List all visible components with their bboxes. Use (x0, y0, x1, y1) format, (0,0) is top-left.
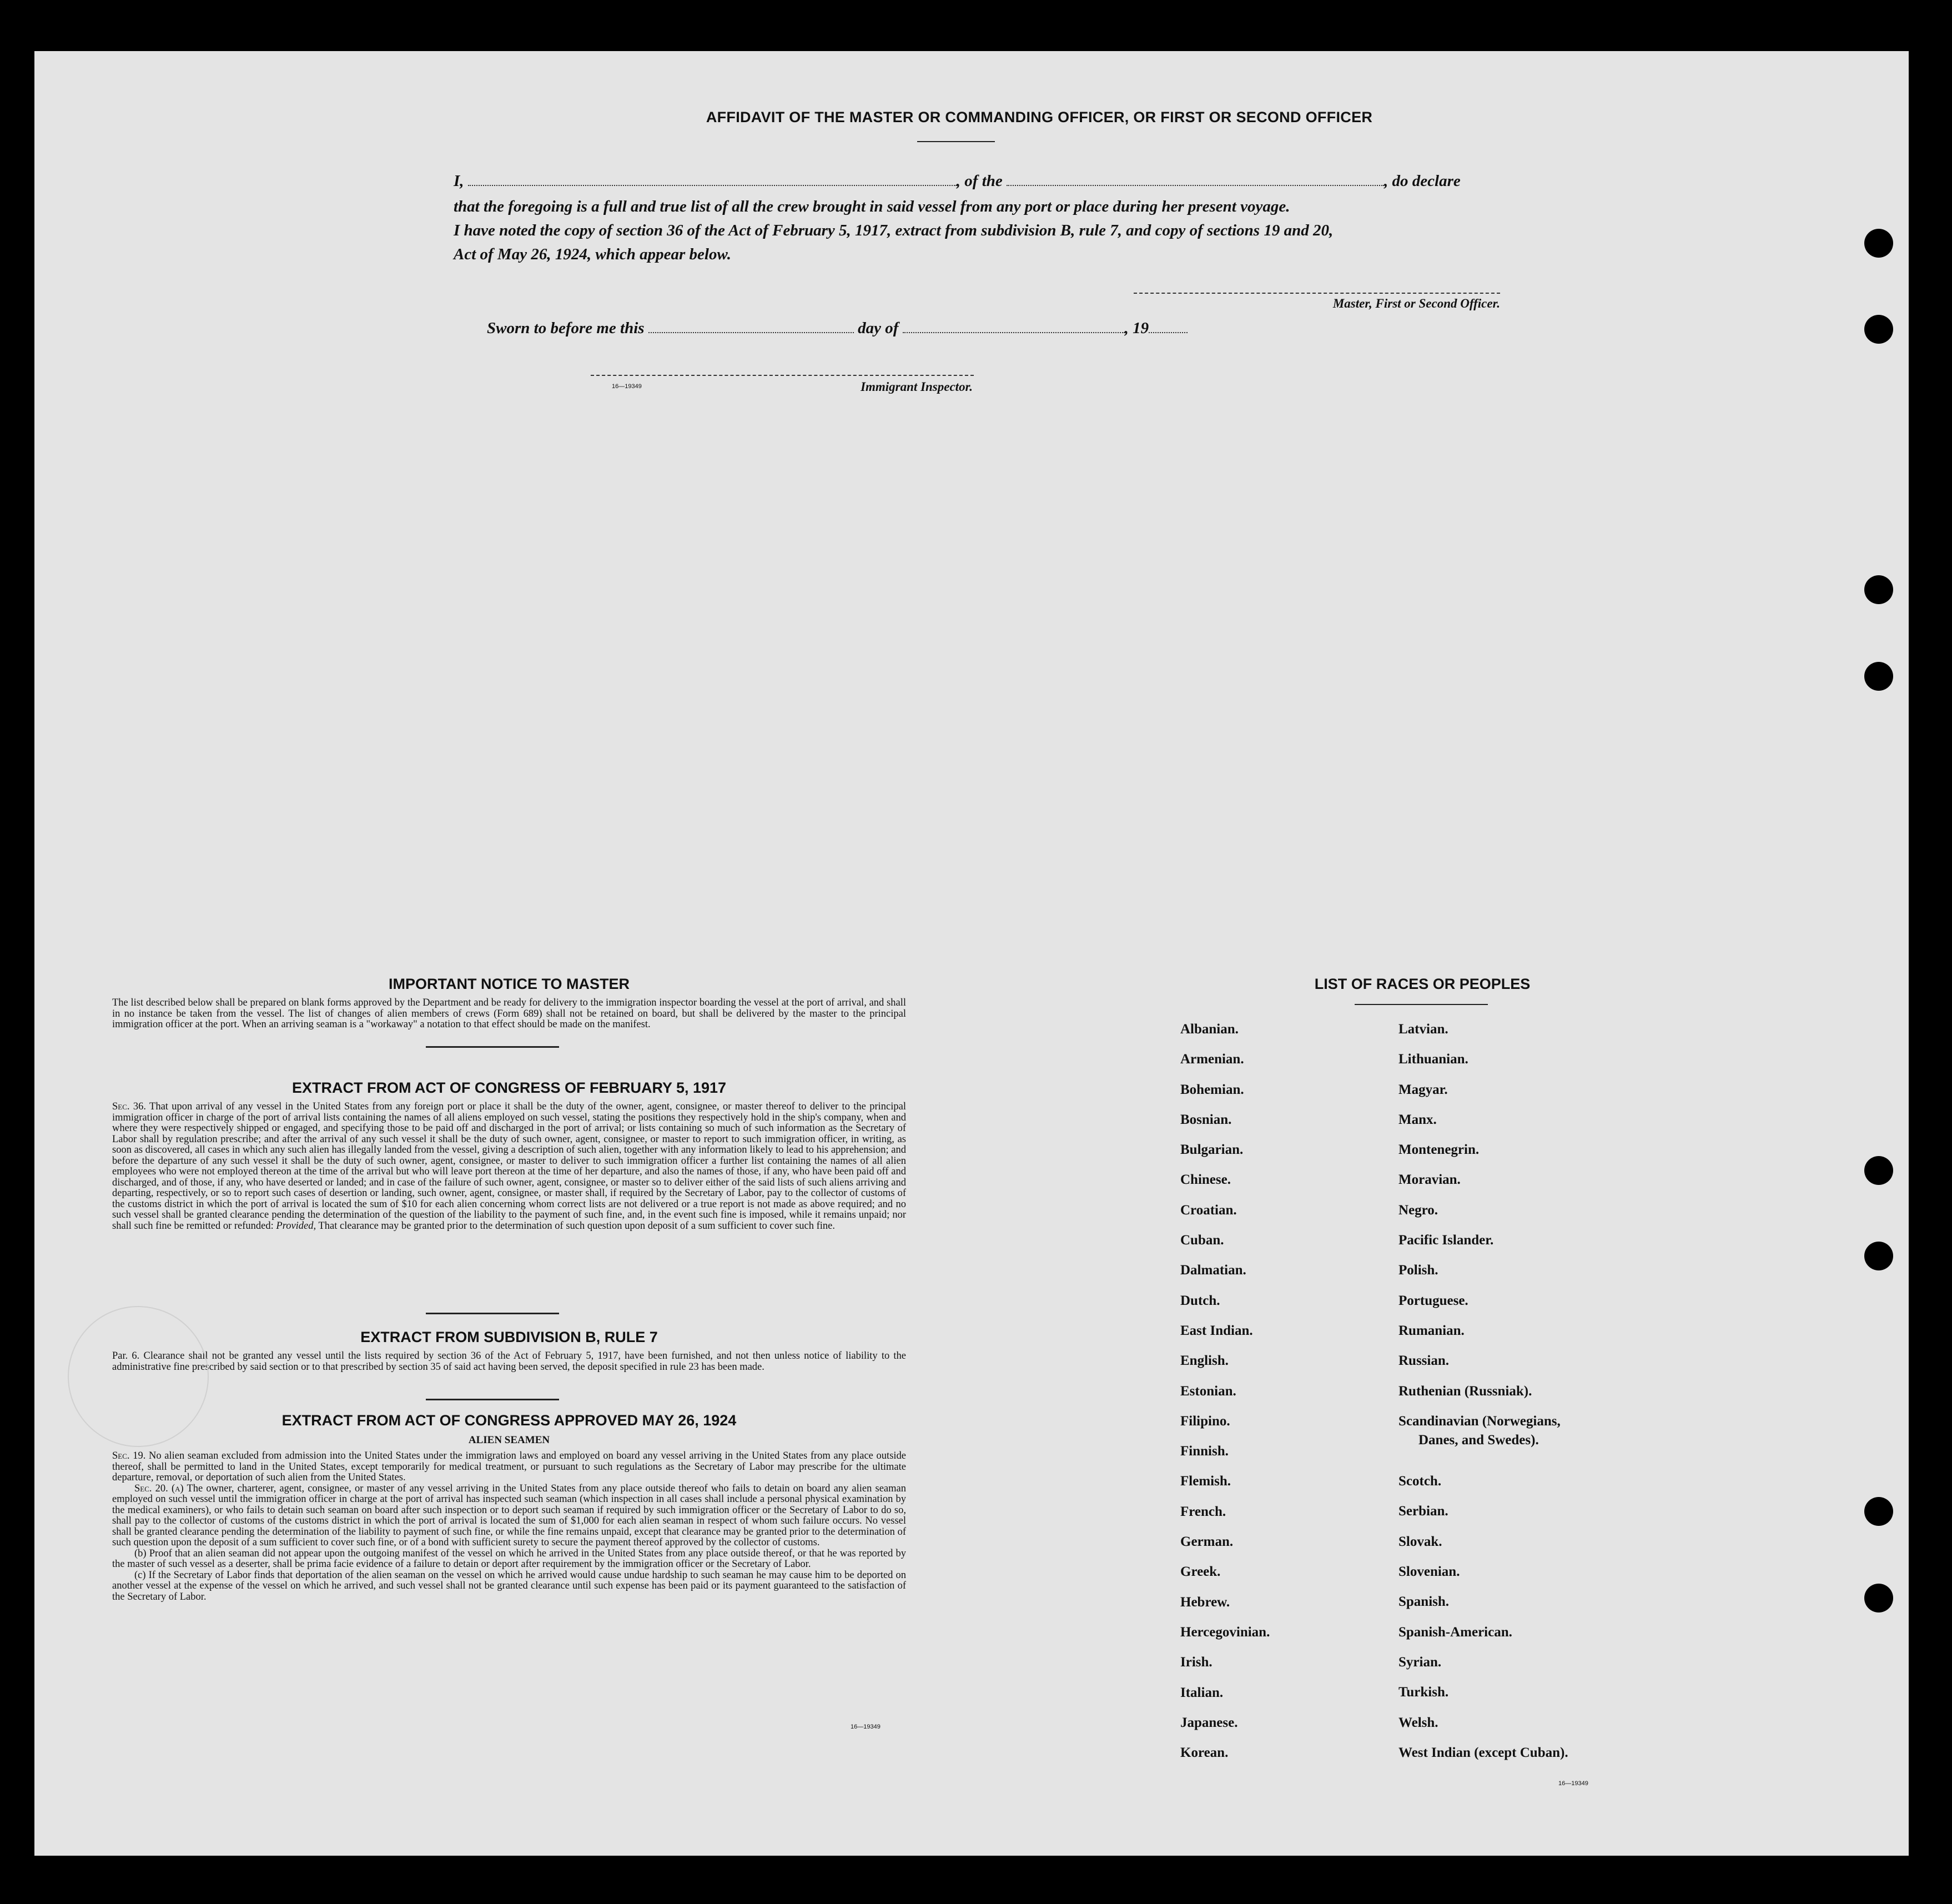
binder-hole (1864, 315, 1893, 344)
year-label: , 19 (1124, 319, 1149, 337)
race-item: Korean. (1180, 1745, 1229, 1761)
master-signature-line[interactable] (1134, 293, 1500, 294)
of-the-label: , of the (956, 172, 1003, 190)
race-item: East Indian. (1180, 1323, 1253, 1338)
notice-divider (426, 1046, 559, 1048)
inspector-signature-line[interactable] (591, 375, 974, 376)
race-item: French. (1180, 1504, 1226, 1519)
races-column-1 (1180, 1022, 1380, 1775)
extract-1917-body (112, 1102, 906, 1232)
sec-20-label: Sec. 20. (a) (134, 1483, 184, 1494)
race-item: Flemish. (1180, 1474, 1231, 1489)
alien-seamen-subtitle: ALIEN SEAMEN (468, 1434, 550, 1446)
sec-36-text-end: That clearance may be granted prior to the determination of such question upon deposit of a sum sufficient to cover such fine. (318, 1220, 835, 1232)
race-item: Negro. (1398, 1202, 1438, 1218)
sworn-day-field[interactable] (648, 332, 854, 333)
race-item: Portuguese. (1398, 1293, 1468, 1308)
subdivision-b-body: Par. 6. Clearance shall not be granted any vessel until the lists required by section 36 of the Act of February 5, 1917, have been furnished, and not then unless notice of liability to the administrative fine prescribed by said section or to that prescribed by section 35 of said act having been served, the deposit specified in rule 23 has been made. (112, 1350, 906, 1373)
provided-word: Provided, (276, 1220, 316, 1232)
race-item: Slovak. (1398, 1534, 1442, 1549)
binder-hole (1864, 575, 1893, 604)
race-item: Lithuanian. (1398, 1052, 1468, 1067)
race-item: English. (1180, 1353, 1229, 1369)
affidavit-line-3: I have noted the copy of section 36 of the Act of February 5, 1917, extract from subdivision B, rule 7, and copy of sections 19 and 20, (454, 222, 1334, 239)
sec-36-text: That upon arrival of any vessel in the United States from any foreign port or place it shall be the duty of the owner, agent, consignee, or master thereof to deliver to the principal immigration officer in charge of the port of arrival lists containing the names of all aliens employed on such vessel, stating the positions they respectively hold in the ship's company, when and where they were respectively shipped or engaged, and specifying those to be paid off and discharged in the port of arrival; or lists containing so much of such information as the Secretary of Labor shall by regulation prescribe; and after the arrival of any such vessel it shall be the duty of such owner, agent, consignee, or master to report to such immigration officer, in writing, as soon as discovered, all cases in which any such alien has illegally landed from the vessel, giving a description of such alien, together with any information likely to lead to his apprehension; and before the departure of any such vessel it shall be the duty of such owner, agent, consignee, or master to deliver to such immigration officer a further list containing the names of all alien employees who were not employed thereon at the time of the arrival but who will leave port thereon at the time of her departure, and also the names of those, if any, who have been paid off and discharged, and of those, if any, who have deserted or landed; and in case of the failure of such owner, agent, consignee, or master so to deliver either of the said lists of such aliens arriving and departing, respectively, or so to report such cases of desertion or landing, such owner, agent, consignee, or master shall, if required by the Secretary of Labor, pay to the collector of customs of the customs district in which the port of arrival is located the sum of $10 for each alien concerning whom correct lists are not delivered or a true report is not made as above required; and no such vessel shall be granted clearance pending the determination of the question of the liability to the payment of such fine, and, in the event such fine is imposed, while it remains unpaid; nor shall such fine be remitted or refunded: (112, 1101, 906, 1232)
affidavit-title: AFFIDAVIT OF THE MASTER OR COMMANDING OFFICER, OR FIRST OR SECOND OFFICER (706, 109, 1373, 125)
race-item: Polish. (1398, 1263, 1438, 1278)
race-item: Russian. (1398, 1353, 1450, 1369)
sec-19-label: Sec. 19. (112, 1450, 146, 1461)
race-item: Dutch. (1180, 1293, 1220, 1308)
race-item: Estonian. (1180, 1383, 1236, 1399)
declarant-prefix: I, (454, 172, 464, 190)
sec-19-paragraph (112, 1451, 906, 1484)
binder-hole (1864, 1242, 1893, 1270)
sec-36-label: Sec. 36. (112, 1101, 146, 1112)
sec-20c-paragraph: (c) If the Secretary of Labor finds that deportation of the alien seaman on the vessel on which he arrived would cause undue hardship to such seaman he may cause him to be deported on another vessel at the expense of the vessel on which he arrived, and such vessel shall not be granted clearance until such expense has been paid or its payment guaranteed to the satisfaction of the Secretary of Labor. (112, 1569, 906, 1602)
do-declare-label: , do declare (1384, 172, 1461, 190)
binder-hole (1864, 229, 1893, 258)
race-item: Japanese. (1180, 1715, 1238, 1730)
extract-1924-title: EXTRACT FROM ACT OF CONGRESS APPROVED MAY 26, 1924 (281, 1412, 737, 1429)
race-item: Danes, and Swedes). (1418, 1433, 1539, 1448)
races-title-rule (1355, 1004, 1488, 1005)
race-item: Serbian. (1398, 1504, 1448, 1519)
race-item: Scotch. (1398, 1474, 1442, 1489)
sworn-label: Sworn to before me this (487, 319, 645, 337)
extract-form-number: 16—19349 (851, 1724, 881, 1730)
affidavit-title-rule (917, 141, 995, 142)
race-item: Montenegrin. (1398, 1142, 1480, 1158)
race-item: Hebrew. (1180, 1594, 1230, 1610)
embossed-seal (68, 1306, 209, 1447)
notice-title: IMPORTANT NOTICE TO MASTER (389, 976, 630, 992)
race-item: Ruthenian (Russniak). (1398, 1383, 1532, 1399)
day-of-label: day of (858, 319, 899, 337)
master-signature-label: Master, First or Second Officer. (1332, 297, 1500, 310)
race-item: Manx. (1398, 1112, 1437, 1127)
race-item: Turkish. (1398, 1685, 1449, 1700)
races-form-number: 16—19349 (1558, 1780, 1588, 1787)
race-item: Dalmatian. (1180, 1263, 1246, 1278)
sec-19-text: No alien seaman excluded from admission into the United States under the immigration laws and employed on board any vessel arriving in the United States from any place outside thereof, shall be permitted to land in the United States, except temporarily for medical treatment, or pursuant to such regulations as the Secretary of Labor may prescribe for the ultimate departure, removal, or deportation of such alien from the United States. (112, 1450, 906, 1483)
races-title: LIST OF RACES OR PEOPLES (1314, 976, 1531, 992)
notice-body: The list described below shall be prepared on blank forms approved by the Department and be ready for delivery to the immigration inspector boarding the vessel at the port of arrival, and shall in no instance be taken from the vessel. The list of changes of alien members of crews (Form 689) shall not be retained on board, but shall be delivered by the master to the principal immigration officer at the port. When an arriving seaman is a "workaway" a notation to that effect should be made on the manifest. (112, 997, 906, 1030)
race-item: Chinese. (1180, 1172, 1231, 1188)
affidavit-line-4: Act of May 26, 1924, which appear below. (454, 245, 731, 263)
race-item: Syrian. (1398, 1654, 1442, 1670)
race-item: Bulgarian. (1180, 1142, 1244, 1158)
race-item: Irish. (1180, 1655, 1213, 1670)
extract-1917-title: EXTRACT FROM ACT OF CONGRESS OF FEBRUARY 5, 1917 (291, 1079, 727, 1096)
race-item: West Indian (except Cuban). (1398, 1745, 1568, 1760)
binder-hole (1864, 1584, 1893, 1612)
sec-20a-text: The owner, charterer, agent, consignee, or master of any vessel arriving in the United States from any place outside thereof who fails to detain on board any alien seaman employed on such vessel until the immigration officer in charge at the port of arrival has inspected such seaman (which inspection in all cases shall include a personal physical examination by the medical examiners), or who fails to detain such seaman on board after such inspection or to deport such seaman if required by such immigration officer or the Secretary of Labor to do so, shall pay to the collector of customs of the customs district in which the port of arrival is located the sum of $1,000 for each alien seaman in respect of whom such failure occurs. No vessel shall be granted clearance pending the determination of the liability to payment of such fine, or while the fine remains unpaid, except that clearance may be granted prior to the determination of such question upon the deposit of a sum sufficient to cover such fine, or of a bond with sufficient surety to secure the payment thereof approved by the collector of customs. (112, 1483, 906, 1548)
race-item: Italian. (1180, 1685, 1224, 1700)
race-item: Magyar. (1398, 1082, 1448, 1097)
race-item: Moravian. (1398, 1172, 1461, 1188)
affidavit-line-2: that the foregoing is a full and true list of all the crew brought in said vessel from any port or place during her present voyage. (454, 198, 1290, 215)
affidavit-form-number: 16—19349 (612, 383, 642, 390)
vessel-name-field[interactable] (1007, 185, 1384, 186)
race-item: Pacific Islander. (1398, 1233, 1494, 1248)
race-item: Finnish. (1180, 1444, 1229, 1459)
race-item: Albanian. (1180, 1022, 1239, 1037)
race-item: Croatian. (1180, 1202, 1237, 1218)
sec-20a-paragraph (112, 1484, 906, 1549)
extract-1924-body (112, 1451, 906, 1602)
sec-20b-paragraph: (b) Proof that an alien seaman did not appear upon the outgoing manifest of the vessel on which he arrived in the United States from any place outside thereof, or that he was reported by the master of such vessel as a deserter, shall be prima facie evidence of a failure to detain or deport after requirement by the immigration officer or the Secretary of Labor. (112, 1548, 906, 1570)
races-column-2 (1398, 1022, 1687, 1775)
race-item: Spanish. (1398, 1594, 1450, 1610)
race-item: Cuban. (1180, 1233, 1224, 1248)
subdivision-b-title: EXTRACT FROM SUBDIVISION B, RULE 7 (360, 1329, 658, 1345)
race-item: Bohemian. (1180, 1082, 1244, 1097)
subdivision-b-divider (426, 1399, 559, 1400)
binder-hole (1864, 662, 1893, 691)
inspector-label: Immigrant Inspector. (861, 380, 973, 394)
race-item: Slovenian. (1398, 1564, 1460, 1580)
race-item: Bosnian. (1180, 1112, 1232, 1127)
race-item: Scandinavian (Norwegians, (1398, 1413, 1561, 1429)
race-item: Spanish-American. (1398, 1624, 1512, 1640)
race-item: Rumanian. (1398, 1323, 1465, 1338)
affidavit-declaration (454, 172, 1553, 190)
binder-hole (1864, 1497, 1893, 1526)
race-item: Hercegovinian. (1180, 1624, 1270, 1640)
race-item: German. (1180, 1534, 1234, 1550)
binder-hole (1864, 1156, 1893, 1185)
sworn-year-field[interactable] (1149, 332, 1188, 333)
extract-1917-divider (426, 1313, 559, 1314)
declarant-name-field[interactable] (468, 185, 957, 186)
race-item: Welsh. (1398, 1715, 1438, 1730)
race-item: Armenian. (1180, 1052, 1244, 1067)
race-item: Filipino. (1180, 1413, 1230, 1429)
race-item: Latvian. (1398, 1022, 1448, 1037)
sworn-line (487, 319, 1320, 338)
sworn-month-field[interactable] (903, 332, 1125, 333)
document-page (34, 51, 1909, 1856)
race-item: Greek. (1180, 1564, 1221, 1580)
